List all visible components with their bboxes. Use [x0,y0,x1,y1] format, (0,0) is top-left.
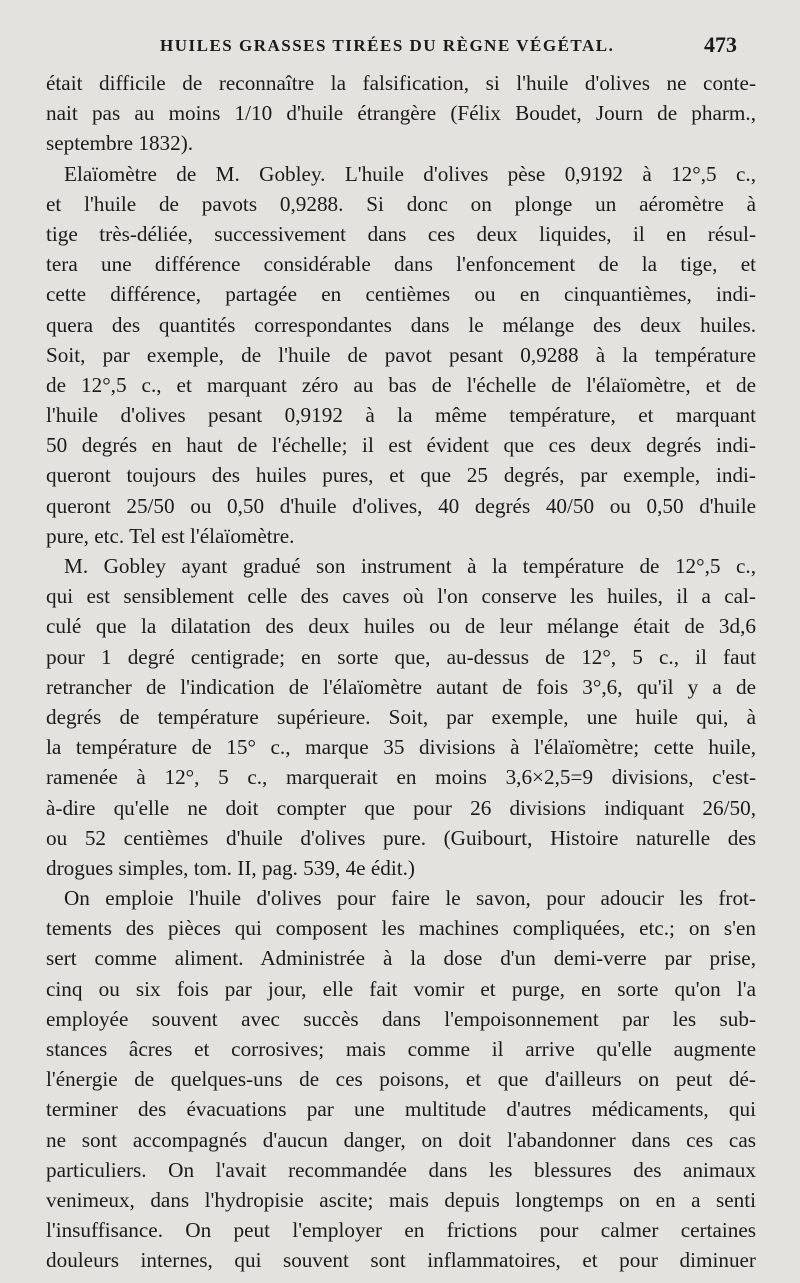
text-line: stances âcres et corrosives; mais comme il arrive qu'elle augmente [46,1037,756,1061]
text-line: ou 52 centièmes d'huile d'olives pure. (Guibourt, Histoire naturelle des [46,825,756,850]
text-line: cette différence, partagée en centièmes ou en cinquantièmes, indi- [46,282,756,307]
text-line: On emploie l'huile d'olives pour faire le savon, pour adoucir les frot- [64,886,756,911]
body-text [46,68,756,1276]
page-number: 473 [704,32,737,57]
text-line: tements des pièces qui composent les machines compliquées, etc.; on s'en [46,916,756,941]
text-line: employée souvent avec succès dans l'empoisonnement par les sub- [46,1006,756,1031]
text-line: tige très-déliée, successivement dans ces deux liquides, il en résul- [46,221,756,246]
text-line: douleurs internes, qui souvent sont inflammatoires, et pour diminuer [46,1248,756,1273]
text-line: de 12°,5 c., et marquant zéro au bas de l'échelle de l'élaïomètre, et de [46,372,756,397]
text-line: la température de 15° c., marque 35 divisions à l'élaïomètre; cette huile, [46,735,756,760]
text-line: drogues simples, tom. II, pag. 539, 4e édit.) [46,855,415,880]
text-line: l'insuffisance. On peut l'employer en frictions pour calmer certaines [46,1218,756,1243]
text-line: l'énergie de quelques-uns de ces poisons, et que d'ailleurs on peut dé- [46,1067,756,1092]
text-line: M. Gobley ayant gradué son instrument à la température de 12°,5 c., [64,554,756,578]
text-line: 50 degrés en haut de l'échelle; il est évident que ces deux degrés indi- [46,433,756,458]
text-line: septembre 1832). [46,131,194,156]
text-line: venimeux, dans l'hydropisie ascite; mais depuis longtemps on en a senti [46,1187,756,1212]
text-line: quera des quantités correspondantes dans le mélange des deux huiles. [46,312,756,337]
text-line: Soit, par exemple, de l'huile de pavot pesant 0,9288 à la température [46,342,756,367]
text-line: retrancher de l'indication de l'élaïomètre autant de fois 3°,6, qu'il y a de [46,674,756,699]
text-line: queront 25/50 ou 0,50 d'huile d'olives, 40 degrés 40/50 ou 0,50 d'huile [46,493,756,518]
text-line: terminer des évacuations par une multitude d'autres médicaments, qui [46,1097,756,1122]
text-line: cinq ou six fois par jour, elle fait vomir et purge, en sorte qu'on l'a [46,976,756,1001]
text-line: sert comme aliment. Administrée à la dose d'un demi-verre par prise, [46,946,756,971]
text-line: ramenée à 12°, 5 c., marquerait en moins 3,6×2,5=9 divisions, c'est- [46,765,756,790]
text-line: particuliers. On l'avait recommandée dans les blessures des animaux [46,1157,756,1182]
text-line: l'huile d'olives pesant 0,9192 à la même température, et marquant [46,403,756,428]
page-header [0,28,800,60]
text-line: qui est sensiblement celle des caves où l'on conserve les huiles, il a cal- [46,584,756,609]
text-line: pure, etc. Tel est l'élaïomètre. [46,523,295,548]
text-line: tera une différence considérable dans l'enfoncement de la tige, et [46,252,756,277]
text-line: degrés de température supérieure. Soit, par exemple, une huile qui, à [46,704,756,729]
text-line: queront toujours des huiles pures, et que 25 degrés, par exemple, indi- [46,463,756,488]
text-line: et l'huile de pavots 0,9288. Si donc on plonge un aéromètre à [46,191,756,216]
text-line: ne sont accompagnés d'aucun danger, on doit l'abandonner dans ces cas [46,1127,756,1152]
text-line: nait pas au moins 1/10 d'huile étrangère (Félix Boudet, Journ de pharm., [46,101,756,126]
text-line: était difficile de reconnaître la falsification, si l'huile d'olives ne conte- [46,71,756,95]
text-line: culé que la dilatation des deux huiles ou de leur mélange était de 3d,6 [46,614,756,639]
text-line: Elaïomètre de M. Gobley. L'huile d'olives pèse 0,9192 à 12°,5 c., [64,161,756,186]
text-line: pour 1 degré centigrade; en sorte que, au-dessus de 12°, 5 c., il faut [46,644,756,669]
text-line: à-dire qu'elle ne doit compter que pour 26 divisions indiquant 26/50, [46,795,756,820]
running-head: HUILES GRASSES TIRÉES DU RÈGNE VÉGÉTAL. [160,36,615,55]
